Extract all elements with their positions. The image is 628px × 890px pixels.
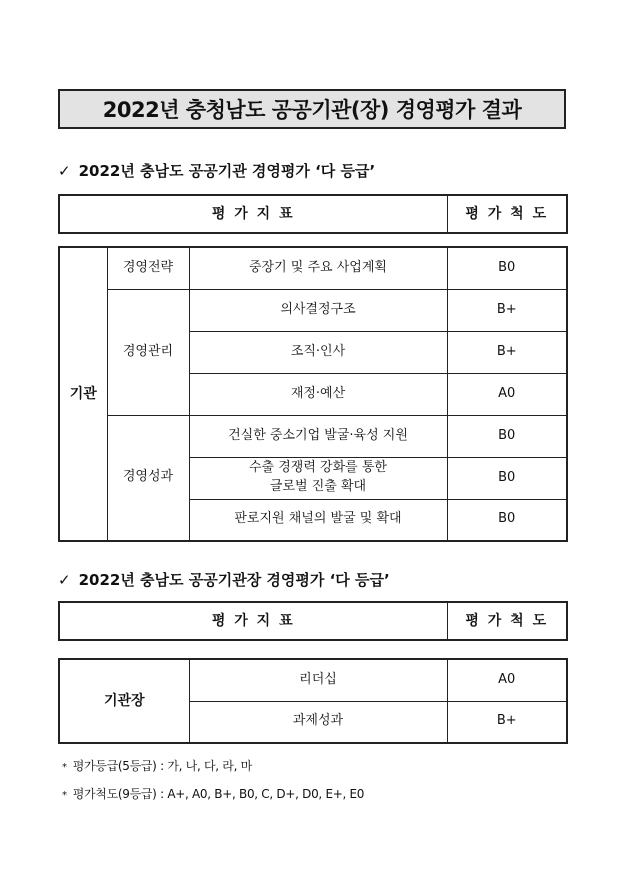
table-row [59,659,567,701]
indicator-cell: 건실한 중소기업 발굴·육성 지원 [189,415,447,457]
table-row [59,289,567,331]
indicator-cell: 의사결정구조 [189,289,447,331]
category-cell: 경영관리 [107,289,189,415]
grade-cell: A0 [447,373,567,415]
check-icon: ✓ [58,570,71,589]
group-label-head: 기관장 [59,659,189,743]
category-cell: 경영성과 [107,415,189,541]
grade-cell: B0 [447,457,567,499]
note-text: 평가등급(5등급) : 가, 나, 다, 라, 마 [72,759,252,773]
indicator-cell: 과제성과 [189,701,447,743]
grade-cell: B0 [447,499,567,541]
section-heading-institution [58,160,375,181]
grade-cell: B0 [447,247,567,289]
indicator-line: 수출 경쟁력 강화를 통한 [249,460,387,476]
page-title: 2022년 충청남도 공공기관(장) 경영평가 결과 [58,89,566,129]
header-table-institution [58,194,568,234]
indicator-cell: 판로지원 채널의 발굴 및 확대 [189,499,447,541]
section-heading-text: 2022년 충남도 공공기관장 경영평가 ‘다 등급’ [78,571,390,589]
institution-eval-table [58,246,568,542]
asterisk: * [62,790,67,801]
indicator-cell: 조직·인사 [189,331,447,373]
indicator-line: 글로벌 진출 확대 [269,479,367,494]
grade-cell: B0 [447,415,567,457]
category-cell: 경영전략 [107,247,189,289]
asterisk: * [62,762,67,773]
section-heading-text: 2022년 충남도 공공기관 경영평가 ‘다 등급’ [78,162,376,180]
grade-cell: B+ [447,331,567,373]
grade-cell: A0 [447,659,567,701]
indicator-cell [189,457,447,499]
indicator-cell: 리더십 [189,659,447,701]
grade-cell: B+ [447,289,567,331]
indicator-cell: 중장기 및 주요 사업계획 [189,247,447,289]
grade-cell: B+ [447,701,567,743]
header-scale: 평 가 척 도 [447,195,567,233]
indicator-cell: 재정·예산 [189,373,447,415]
header-indicator: 평 가 지 표 [59,602,447,640]
header-scale: 평 가 척 도 [447,602,567,640]
check-icon: ✓ [58,161,71,180]
note-grade-levels [62,757,252,774]
section-heading-head [58,569,390,590]
head-eval-table [58,658,568,744]
table-row [59,415,567,457]
note-grade-scale [62,785,364,802]
table-row [59,247,567,289]
group-label-institution: 기관 [59,247,107,541]
note-text: 평가척도(9등급) : A+, A0, B+, B0, C, D+, D0, E+, E0 [72,787,365,801]
header-table-head [58,601,568,641]
header-indicator: 평 가 지 표 [59,195,447,233]
